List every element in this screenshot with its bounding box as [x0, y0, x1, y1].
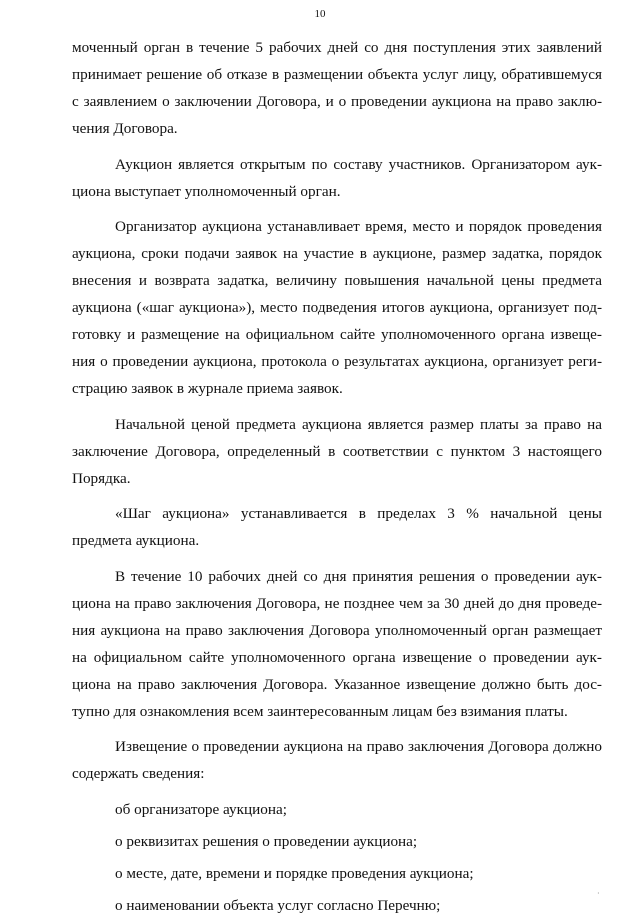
list-item-place-date-time: о месте, дате, времени и порядке проведения аукциона; — [115, 864, 474, 882]
paragraph-starting-price: Начальной ценой предмета аукциона является размер платы за право на заключение Договора, определенный в соответствии с пунктом 3 настоящего Порядка. — [72, 415, 602, 487]
document-body — [72, 34, 602, 924]
list-item-decision-details: о реквизитах решения о проведении аукциона; — [115, 832, 418, 850]
paragraph-auction-step: «Шаг аукциона» устанавливается в пределах 3 % начальной цены предмета аукциона. — [72, 505, 602, 549]
scan-mark: · — [597, 889, 600, 898]
list-item-organizer: об организаторе аукциона; — [115, 800, 287, 818]
paragraph-continuation: моченный орган в течение 5 рабочих дней со дня поступления этих заявлений принимает решение об отказе в размещении объекта услуг лицу, обратившемуся с заявлением о заключении Договора, и о проведении аукциона на право заклю-чения Договора. — [72, 39, 602, 137]
paragraph-notice-timing: В течение 10 рабочих дней со дня принятия решения о проведении аук-циона на право заключения Договора, не позднее чем за 30 дней до дня проведе-ния аукциона на право заключения Договора уполномоченный орган размещает на официальном сайте уполномоченного органа извещение о проведении аук-циона на право заключения Договора. Указанное извещение должно быть дос-тупно для ознакомления всем заинтересованным лицам без взимания платы. — [72, 567, 602, 720]
paragraph-auction-open: Аукцион является открытым по составу участников. Организатором аук-циона выступает уполномоченный орган. — [72, 155, 602, 200]
paragraph-notice-contents: Извещение о проведении аукциона на право заключения Договора должно содержать сведения: — [72, 738, 602, 782]
list-item-object-name: о наименовании объекта услуг согласно Перечню; — [115, 896, 441, 914]
page-number: 10 — [314, 8, 326, 20]
paragraph-organizer-duties: Организатор аукциона устанавливает время, место и порядок проведения аукциона, сроки подачи заявок на участие в аукционе, размер задатка, порядок внесения и возврата задатка, величину повышения начальной цены предмета аукциона («шаг аукциона»), место подведения итогов аукциона, организует под-готовку и размещение на официальном сайте уполномоченного органа извеще-ния о проведении аукциона, протокола о результатах аукциона, организует реги-страцию заявок в журнале приема заявок. — [72, 218, 602, 397]
